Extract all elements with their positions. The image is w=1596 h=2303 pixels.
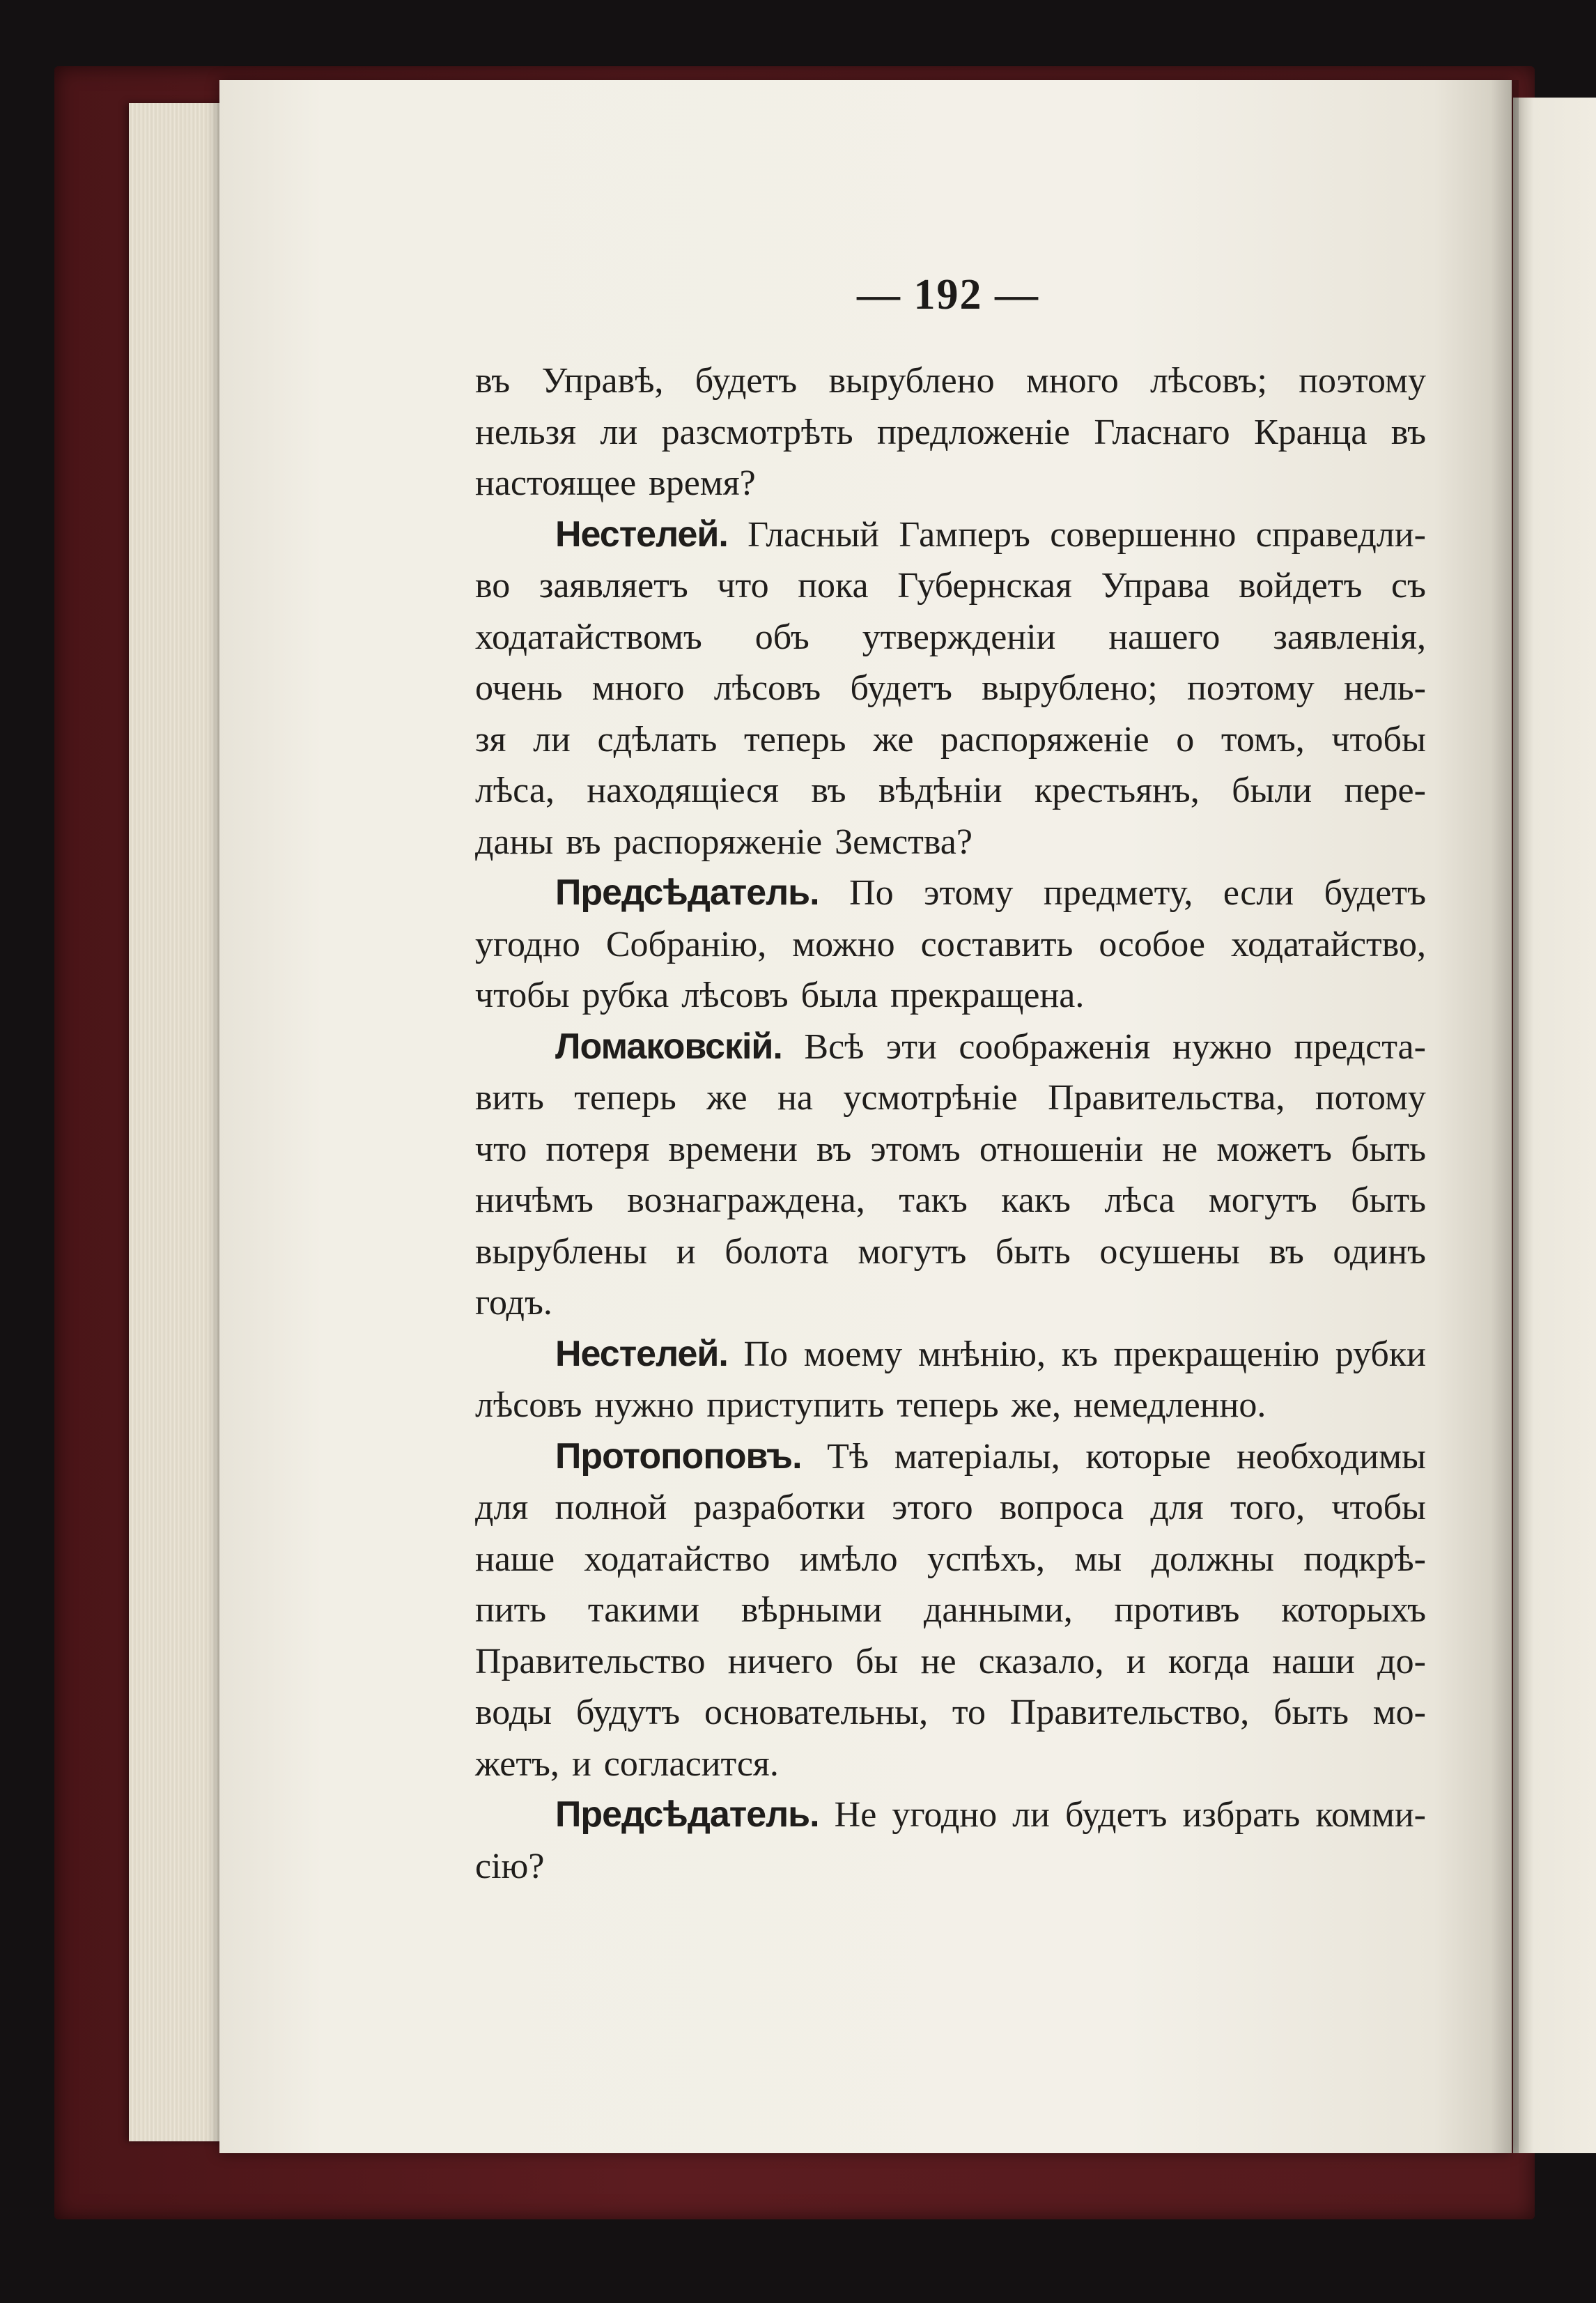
text-line — [475, 817, 1426, 868]
word: вить — [475, 1078, 544, 1118]
word: не — [920, 1641, 956, 1681]
body-text — [475, 355, 1426, 1892]
word: потому — [1315, 1078, 1426, 1118]
word: вырублено — [828, 361, 995, 401]
word: объ — [754, 617, 809, 657]
text-line — [475, 970, 1426, 1022]
word: поэтому — [1187, 668, 1315, 708]
word: томъ, — [1221, 719, 1305, 760]
word: угодно — [475, 924, 580, 964]
word: необходимы — [1236, 1436, 1426, 1477]
word: въ — [566, 822, 601, 862]
word: Тѣ — [827, 1436, 869, 1477]
word: въ — [1390, 412, 1426, 452]
word: Гамперъ — [899, 514, 1030, 555]
word: чтобы — [1331, 719, 1426, 760]
word: будетъ — [850, 668, 952, 708]
word: прекращенію — [1113, 1334, 1320, 1374]
word: была — [800, 976, 878, 1015]
word: зя — [475, 719, 506, 760]
word: теперь — [744, 719, 846, 760]
word: что — [475, 1129, 527, 1169]
word: много — [1025, 361, 1119, 401]
word: сдѣлать — [597, 719, 718, 760]
text-line — [475, 1329, 1426, 1380]
word: мо- — [1372, 1693, 1426, 1732]
word: По — [743, 1334, 789, 1374]
text-line — [475, 1380, 1426, 1431]
word: ничего — [727, 1641, 833, 1681]
word: въ — [811, 771, 846, 810]
word: что — [717, 566, 769, 606]
word: лѣсовъ; — [1150, 361, 1267, 401]
text-line — [475, 612, 1426, 663]
word: быть — [1351, 1129, 1426, 1169]
word: угодно — [892, 1795, 998, 1835]
word: крестьянъ, — [1034, 771, 1200, 810]
word: рубка — [582, 976, 669, 1015]
text-line — [475, 919, 1426, 971]
word: основательны, — [704, 1693, 929, 1732]
text-line — [475, 1789, 1426, 1841]
word: сказало, — [978, 1641, 1104, 1681]
word: когда — [1168, 1641, 1250, 1681]
speaker-name: Нестелей. — [555, 1333, 728, 1374]
word: воды — [475, 1693, 552, 1732]
text-line — [475, 1431, 1426, 1483]
speaker-name: Ломаковскій. — [555, 1026, 782, 1067]
word: будетъ — [695, 361, 798, 401]
word: во — [475, 566, 511, 606]
word: вырублены — [475, 1231, 648, 1272]
word: мы — [1074, 1539, 1122, 1579]
text-line — [475, 765, 1426, 817]
word: имѣло — [799, 1539, 898, 1579]
text-line — [475, 1072, 1426, 1124]
text-line — [475, 509, 1426, 561]
word: же — [706, 1078, 747, 1118]
word: прекращена. — [890, 976, 1085, 1015]
word: этомъ — [870, 1129, 961, 1169]
word: потеря — [545, 1129, 650, 1169]
word: и — [676, 1231, 696, 1272]
word: этого — [892, 1488, 973, 1527]
word: Собранію, — [605, 924, 767, 964]
text-line — [475, 1277, 1426, 1329]
word: до- — [1377, 1641, 1426, 1681]
word: совершенно — [1050, 514, 1237, 555]
word: предста- — [1294, 1026, 1426, 1067]
word: бы — [855, 1641, 899, 1681]
word: составить — [920, 924, 1074, 964]
word: предложеніе — [876, 412, 1070, 452]
word: комми- — [1315, 1795, 1426, 1835]
word: успѣхъ, — [927, 1539, 1046, 1579]
word: были — [1232, 771, 1312, 810]
word: Губернская — [897, 566, 1072, 606]
word: Правительство — [475, 1641, 706, 1681]
word: чтобы — [1331, 1488, 1426, 1527]
word: вѣдѣніи — [878, 771, 1002, 810]
word: которые — [1085, 1436, 1211, 1477]
text-line — [475, 560, 1426, 612]
word: ничѣмъ — [475, 1180, 594, 1220]
word: могутъ — [1208, 1180, 1317, 1220]
word: находящіеся — [587, 771, 780, 810]
word: ходатайство — [584, 1539, 770, 1579]
text-line — [475, 355, 1426, 407]
text-line — [475, 1585, 1426, 1636]
word: пере- — [1344, 771, 1426, 810]
word: будетъ — [1064, 1795, 1168, 1835]
word: быть — [995, 1231, 1071, 1272]
word: заявленія, — [1273, 617, 1426, 657]
word: теперь — [897, 1385, 999, 1425]
word: этому — [924, 873, 1014, 913]
word: нельзя — [475, 412, 577, 452]
word: особое — [1099, 924, 1205, 964]
word: данными, — [923, 1590, 1073, 1630]
text-line — [475, 1636, 1426, 1688]
word: если — [1223, 873, 1294, 913]
word: къ — [1061, 1334, 1098, 1374]
word: такъ — [899, 1180, 968, 1220]
word: ли — [533, 719, 571, 760]
word: теперь — [574, 1078, 676, 1118]
word: и — [1126, 1641, 1146, 1681]
word: съ — [1390, 566, 1426, 606]
word: По — [849, 873, 894, 913]
word: для — [475, 1488, 529, 1527]
word: нужно — [594, 1385, 695, 1425]
word: нашего — [1108, 617, 1221, 657]
facing-page-edge — [1513, 98, 1596, 2153]
word: согласится. — [603, 1743, 779, 1784]
word: какъ — [1001, 1180, 1071, 1220]
word: лѣса — [1104, 1180, 1175, 1220]
word: ли — [1012, 1795, 1050, 1835]
text-line — [475, 1482, 1426, 1534]
word: время? — [649, 463, 756, 503]
word: пока — [798, 566, 869, 606]
word: лѣсовъ — [681, 976, 789, 1015]
word: въ — [475, 361, 511, 401]
word: наши — [1272, 1641, 1355, 1681]
word: матеріалы, — [894, 1436, 1060, 1477]
word: о — [1176, 719, 1195, 760]
word: нужно — [1172, 1026, 1272, 1067]
word: не — [1162, 1129, 1198, 1169]
word: заявляетъ — [539, 566, 688, 606]
word: вознаграждена, — [627, 1180, 865, 1220]
word: наше — [475, 1539, 555, 1579]
word: Всѣ — [804, 1026, 865, 1067]
text-line — [475, 1739, 1426, 1790]
text-line — [475, 1175, 1426, 1226]
word: эти — [885, 1026, 937, 1067]
word: въ — [1269, 1231, 1304, 1272]
word: могутъ — [858, 1231, 967, 1272]
word: будетъ — [1324, 873, 1426, 913]
word: жетъ, — [475, 1743, 559, 1784]
speaker-name: Предсѣдатель. — [555, 872, 819, 913]
word: усмотрѣніе — [843, 1078, 1018, 1118]
word: вѣрными — [741, 1590, 883, 1630]
word: отношеніи — [979, 1129, 1143, 1169]
word: то — [952, 1693, 986, 1732]
word: много — [591, 668, 685, 708]
word: Земства? — [835, 822, 973, 862]
text-line — [475, 458, 1426, 509]
text-line — [475, 663, 1426, 714]
speaker-name: Предсѣдатель. — [555, 1794, 819, 1835]
word: Управа — [1101, 566, 1210, 606]
word: лѣсовъ — [713, 668, 821, 708]
word: утвержденіи — [862, 617, 1056, 657]
word: рубки — [1335, 1334, 1426, 1374]
word: которыхъ — [1281, 1590, 1426, 1630]
word: быть — [1273, 1693, 1349, 1732]
word: очень — [475, 668, 563, 708]
word: разсмотрѣть — [661, 412, 853, 452]
word: годъ. — [475, 1283, 552, 1323]
word: настоящее — [475, 463, 637, 503]
word: Гласный — [747, 514, 879, 555]
word: мнѣнію, — [917, 1334, 1046, 1374]
word: поэтому — [1299, 361, 1426, 401]
word: времени — [668, 1129, 798, 1169]
text-line — [475, 714, 1426, 766]
word: пить — [475, 1590, 547, 1630]
word: можно — [792, 924, 895, 964]
word: моему — [803, 1334, 903, 1374]
word: нель- — [1344, 668, 1426, 708]
word: разработки — [693, 1488, 865, 1527]
word: избрать — [1182, 1795, 1301, 1835]
word: для — [1150, 1488, 1204, 1527]
text-line — [475, 1534, 1426, 1585]
word: полной — [555, 1488, 667, 1527]
word: предмету, — [1043, 873, 1193, 913]
word: Не — [834, 1795, 877, 1835]
word: быть — [1351, 1180, 1426, 1220]
word: и — [571, 1743, 591, 1784]
word: же, — [1011, 1385, 1061, 1425]
word: можетъ — [1216, 1129, 1332, 1169]
word: Правительства, — [1048, 1078, 1285, 1118]
text-line — [475, 407, 1426, 459]
word: одинъ — [1333, 1231, 1426, 1272]
page-number: — 192 — — [857, 271, 1039, 318]
word: распоряженіе — [613, 822, 823, 862]
text-line — [475, 1687, 1426, 1739]
word: того, — [1230, 1488, 1306, 1527]
word: лѣсовъ — [475, 1385, 582, 1425]
word: ли — [600, 412, 638, 452]
text-line — [475, 1226, 1426, 1278]
word: будутъ — [575, 1693, 681, 1732]
text-line — [475, 1124, 1426, 1176]
text-line — [475, 1022, 1426, 1073]
word: приступить — [706, 1385, 885, 1425]
word: же — [873, 719, 914, 760]
word: распоряженіе — [940, 719, 1149, 760]
word: Управѣ, — [541, 361, 664, 401]
word: болота — [725, 1231, 829, 1272]
word: соображенія — [959, 1026, 1151, 1067]
word: Гласнаго — [1094, 412, 1230, 452]
word: Правительство, — [1009, 1693, 1250, 1732]
word: вырублено; — [982, 668, 1158, 708]
speaker-name: Протопоповъ. — [555, 1435, 802, 1477]
word: на — [777, 1078, 813, 1118]
word: должны — [1151, 1539, 1274, 1579]
word: ходатайствомъ — [475, 617, 702, 657]
speaker-name: Нестелей. — [555, 514, 728, 555]
word: лѣса, — [475, 771, 555, 810]
word: сію? — [475, 1846, 545, 1886]
word: войдетъ — [1239, 566, 1363, 606]
text-line — [475, 868, 1426, 919]
word: чтобы — [475, 976, 570, 1015]
spine-shadow — [1491, 80, 1519, 2153]
text-line — [475, 1841, 1426, 1893]
word: даны — [475, 822, 554, 862]
word: противъ — [1114, 1590, 1240, 1630]
word: Кранца — [1253, 412, 1368, 452]
word: справедли- — [1255, 514, 1426, 555]
word: подкрѣ- — [1303, 1539, 1426, 1579]
word: ходатайство, — [1230, 924, 1426, 964]
word: въ — [816, 1129, 852, 1169]
word: такими — [587, 1590, 700, 1630]
word: вопроса — [999, 1488, 1124, 1527]
word: осушены — [1099, 1231, 1240, 1272]
word: немедленно. — [1073, 1385, 1266, 1425]
